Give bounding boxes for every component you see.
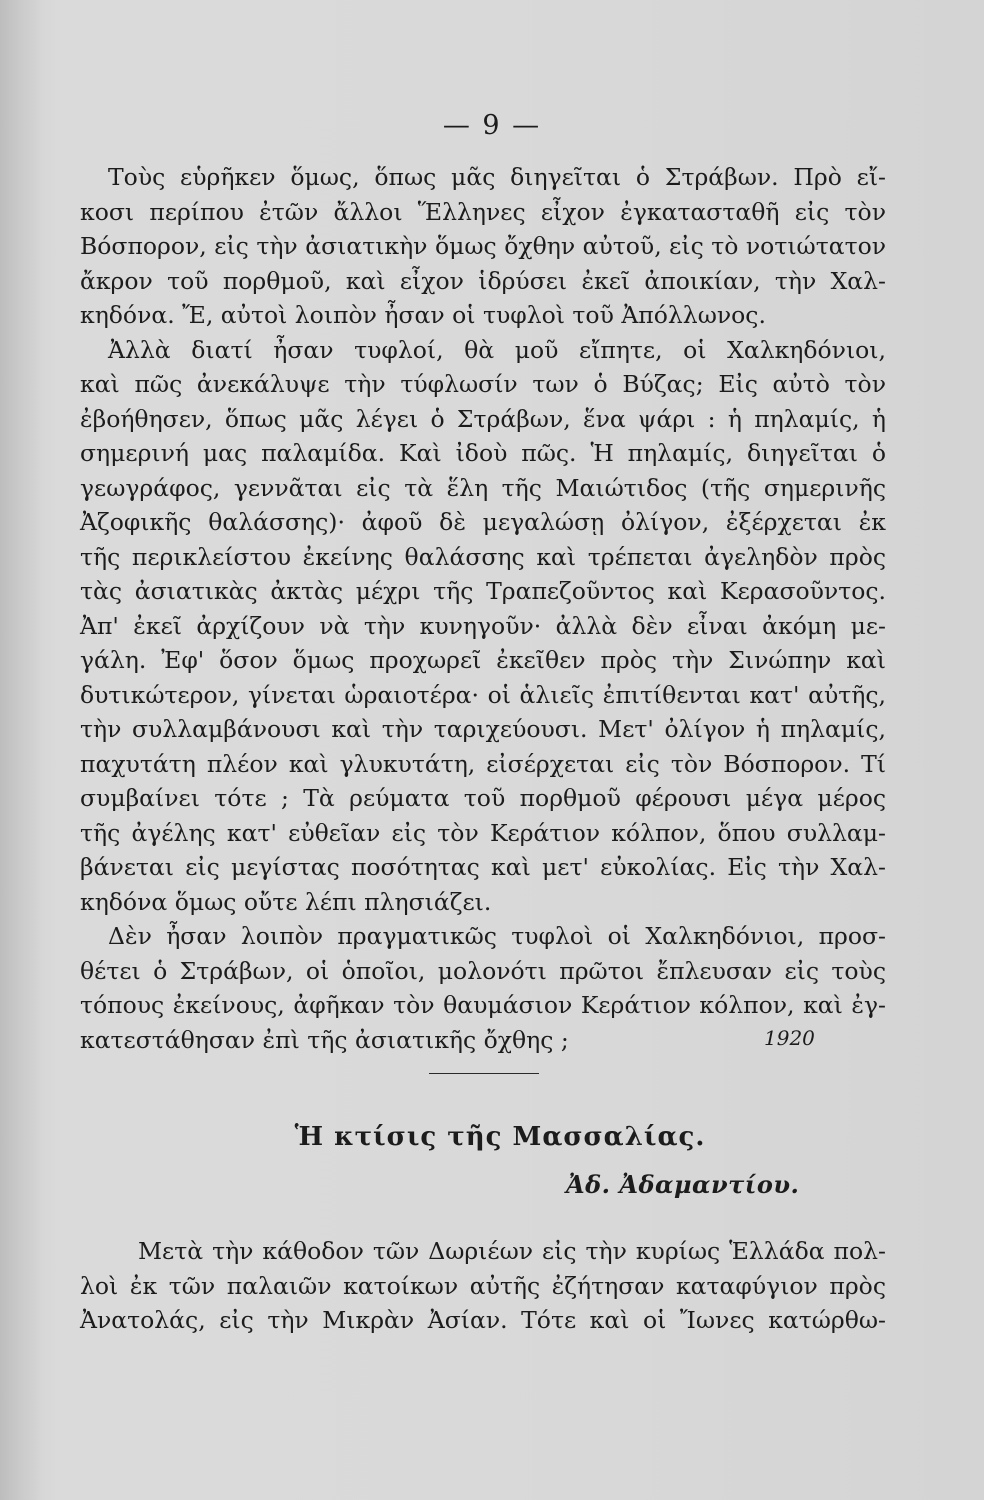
text-line: Ἀζοφικῆς θαλάσσης)· ἀφοῦ δὲ μεγαλώσῃ ὀλίγον, ἐξέρχεται ἐκ <box>80 508 886 536</box>
text-line: τῆς ἀγέλης κατ' εὐθεῖαν εἰς τὸν Κεράτιον κόλπον, ὅπου συλλαμ- <box>80 818 886 847</box>
text-line: κηδόνα. Ἔ, αὐτοὶ λοιπὸν ἦσαν οἱ τυφλοὶ τοῦ Ἀπόλλωνος. <box>80 301 766 329</box>
text-line: καὶ πῶς ἀνεκάλυψε τὴν τύφλωσίν των ὁ Βύζας; Εἰς αὐτὸ τὸν <box>80 370 886 398</box>
chalcedon-story-text <box>80 160 886 1057</box>
text-line: τόπους ἐκείνους, ἀφῆκαν τὸν θαυμάσιον Κεράτιον κόλπον, καὶ ἐγ- <box>80 991 886 1019</box>
text-line: Τοὺς εὑρῆκεν ὅμως, ὅπως μᾶς διηγεῖται ὁ Στράβων. Πρὸ εἴ- <box>108 163 886 191</box>
text-line: σημερινή μας παλαμίδα. Καὶ ἰδοὺ πῶς. Ἡ πηλαμίς, διηγεῖται ὁ <box>80 439 886 467</box>
text-line: γάλη. Ἐφ' ὅσον ὅμως προχωρεῖ ἐκεῖθεν πρὸς τὴν Σινώπην καὶ <box>80 646 886 674</box>
text-line: Ἀλλὰ διατί ἦσαν τυφλοί, θὰ μοῦ εἴπητε, οἱ Χαλκηδόνιοι, <box>108 335 886 364</box>
text-line: κοσι περίπου ἐτῶν ἄλλοι Ἕλληνες εἶχον ἐγκατασταθῆ εἰς τὸν <box>80 197 886 226</box>
text-line: Βόσπορον, εἰς τὴν ἀσιατικὴν ὅμως ὄχθην αὐτοῦ, εἰς τὸ νοτιώτατον <box>80 232 886 260</box>
text-line: βάνεται εἰς μεγίστας ποσότητας καὶ μετ' εὐκολίας. Εἰς τὴν Χαλ- <box>80 853 886 881</box>
text-line: γεωγράφος, γεννᾶται εἰς τὰ ἕλη τῆς Μαιώτιδος (τῆς σημερινῆς <box>80 473 886 502</box>
text-line: κατεστάθησαν ἐπὶ τῆς ἀσιατικῆς ὄχθης ; <box>80 1025 569 1054</box>
text-line: τὰς ἀσιατικὰς ἀκτὰς μέχρι τῆς Τραπεζοῦντος καὶ Κερασοῦντος. <box>80 577 886 605</box>
text-line: Μετὰ τὴν κάθοδον τῶν Δωριέων εἰς τὴν κυρίως Ἑλλάδα πολ- <box>138 1237 886 1265</box>
text-line: Ἀπ' ἐκεῖ ἀρχίζουν νὰ τὴν κυνηγοῦν· ἀλλὰ δὲν εἶναι ἀκόμη με- <box>80 611 886 640</box>
text-line: κηδόνα ὅμως οὔτε λέπι πλησιάζει. <box>80 887 492 916</box>
text-line: τὴν συλλαμβάνουσι καὶ τὴν ταριχεύουσι. Μετ' ὀλίγον ἡ πηλαμίς, <box>80 715 886 743</box>
text-line: παχυτάτη πλέον καὶ γλυκυτάτη, εἰσέρχεται εἰς τὸν Βόσπορον. Τί <box>80 749 886 778</box>
text-line: Δὲν ἦσαν λοιπὸν πραγματικῶς τυφλοὶ οἱ Χαλκηδόνιοι, προσ- <box>108 922 886 950</box>
text-line: τῆς περικλείστου ἐκείνης θαλάσσης καὶ τρέπεται ἀγεληδὸν πρὸς <box>80 542 886 571</box>
text-line: Ἀνατολάς, εἰς τὴν Μικρὰν Ἀσίαν. Τότε καὶ οἱ Ἴωνες κατώρθω- <box>80 1306 886 1334</box>
date-note: 1920 <box>764 1026 815 1050</box>
text-line: θέτει ὁ Στράβων, οἱ ὁποῖοι, μολονότι πρῶτοι ἔπλευσαν εἰς τοὺς <box>80 956 886 985</box>
text-line: ἐβοήθησεν, ὅπως μᾶς λέγει ὁ Στράβων, ἕνα ψάρι : ἡ πηλαμίς, ἡ <box>80 404 886 433</box>
page-spine-shadow <box>0 0 42 1500</box>
page-number: — 9 — <box>442 110 542 141</box>
text-line: δυτικώτερον, γίνεται ὡραιοτέρα· οἱ ἁλιεῖς ἐπιτίθενται κατ' αὐτῆς, <box>80 680 886 709</box>
section-title: Ἡ κτίσις τῆς Μασσαλίας. <box>294 1122 706 1152</box>
text-line: ἄκρον τοῦ πορθμοῦ, καὶ εἶχον ἱδρύσει ἐκεῖ ἀποικίαν, τὴν Χαλ- <box>80 266 886 295</box>
massalia-story-text <box>80 1234 886 1338</box>
section-divider <box>429 1073 539 1074</box>
text-line: λοὶ ἐκ τῶν παλαιῶν κατοίκων αὐτῆς ἐζήτησαν καταφύγιον πρὸς <box>80 1271 886 1300</box>
author-attribution: Ἀδ. Ἀδαμαντίου. <box>566 1170 800 1199</box>
text-line: συμβαίνει τότε ; Τὰ ρεύματα τοῦ πορθμοῦ φέρουσι μέγα μέρος <box>80 784 886 812</box>
